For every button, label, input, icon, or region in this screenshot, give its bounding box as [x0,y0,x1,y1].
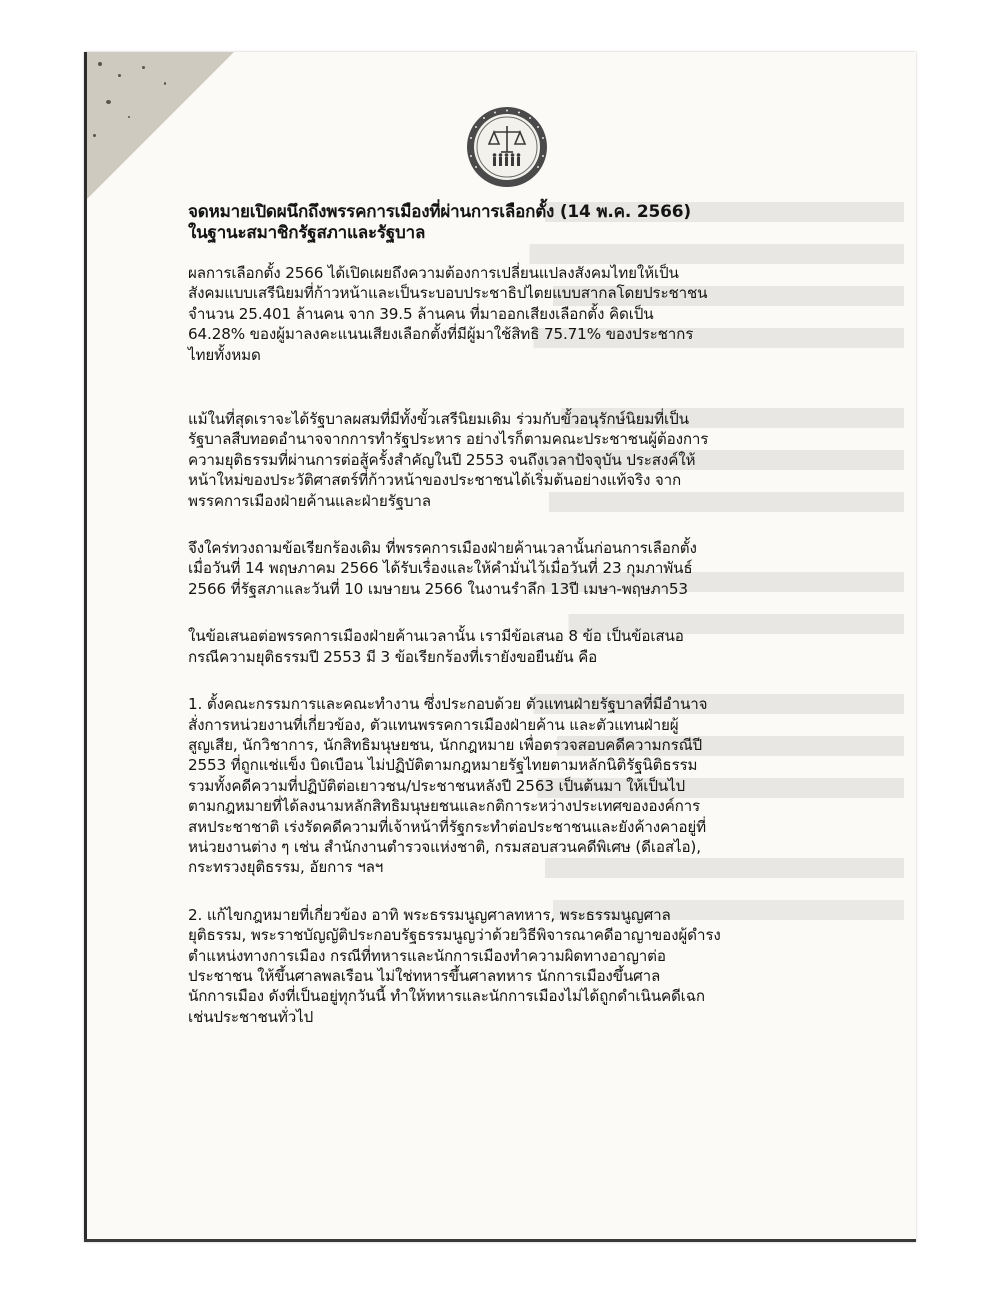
text-line: 2553 ที่ถูกแช่แข็ง บิดเบือน ไม่ปฏิบัติตามกฎหมายรัฐไทยตามหลักนิติรัฐนิติธรรม [188,756,698,775]
text-line: ไทยทั้งหมด [188,345,261,364]
text-line: นักการเมือง ดังที่เป็นอยู่ทุกวันนี้ ทำให้ทหารและนักการเมืองไม่ได้ถูกดำเนินคดีเฉก [188,987,705,1006]
demand-item-2 [188,905,828,1027]
paragraph-proposals-intro [188,626,828,667]
paragraph-demand-follow-up [188,538,828,599]
paragraph-coalition-government [188,409,828,511]
text-line: ตำแหน่งทางการเมือง กรณีที่ทหารและนักการเมืองทำความผิดทางอาญาต่อ [188,946,666,965]
text-line: สหประชาชาติ เร่งรัดคดีความที่เจ้าหน้าที่รัฐกระทำต่อประชาชนและยังค้างคาอยู่ที่ [188,817,706,836]
text-line: กรณีความยุติธรรมปี 2553 มี 3 ข้อเรียกร้องที่เรายังขอยืนยัน คือ [188,647,598,666]
text-line: 2. แก้ไขกฎหมายที่เกี่ยวข้อง อาทิ พระธรรมนูญศาลทหาร, พระธรรมนูญศาล [188,905,671,924]
text-line: 64.28% ของผู้มาลงคะแนนเสียงเลือกตั้งที่มีผู้มาใช้สิทธิ 75.71% ของประชากร [188,325,694,344]
text-line: สูญเสีย, นักวิชาการ, นักสิทธิมนุษยชน, นักกฎหมาย เพื่อตรวจสอบคดีความกรณีปี [188,735,703,754]
text-line: ตามกฎหมายที่ได้ลงนามหลักสิทธิมนุษยชนและกติการะหว่างประเทศขององค์การ [188,797,701,816]
corner-speckle [93,134,96,137]
text-line: กระทรวงยุติธรรม, อัยการ ฯลฯ [188,858,384,877]
document-title-line-1: จดหมายเปิดผนึกถึงพรรคการเมืองที่ผ่านการเลือกตั้ง (14 พ.ค. 2566) [188,202,691,222]
paper-bottom-edge [84,1239,916,1242]
corner-speckle [142,66,145,69]
corner-speckle [98,62,102,66]
text-line: หน่วยงานต่าง ๆ เช่น สำนักงานตำรวจแห่งชาติ, กรมสอบสวนคดีพิเศษ (ดีเอสไอ), [188,837,701,856]
text-line: ความยุติธรรมที่ผ่านการต่อสู้ครั้งสำคัญในปี 2553 จนถึงเวลาปัจจุบัน ประสงค์ให้ [188,450,696,469]
letter-body [188,202,828,1027]
text-line: ประชาชน ให้ขึ้นศาลพลเรือน ไม่ใช่ทหารขึ้นศาลทหาร นักการเมืองขึ้นศาล [188,966,661,985]
text-line: ยุติธรรม, พระราชบัญญัติประกอบรัฐธรรมนูญว่าด้วยวิธีพิจารณาคดีอาญาของผู้ดำรง [188,926,721,945]
text-line: พรรคการเมืองฝ่ายค้านและฝ่ายรัฐบาล [188,491,431,510]
text-line: เมื่อวันที่ 14 พฤษภาคม 2566 ได้รับเรื่องและให้คำมั่นไว้เมื่อวันที่ 23 กุมภาพันธ์ [188,559,693,578]
paper-left-edge [84,52,87,1242]
text-line: แม้ในที่สุดเราจะได้รัฐบาลผสมที่มีทั้งขั้วเสรีนิยมเดิม ร่วมกับขั้วอนุรักษ์นิยมที่เป็น [188,410,689,429]
folded-corner-shadow [84,52,234,202]
text-line: ผลการเลือกตั้ง 2566 ได้เปิดเผยถึงความต้องการเปลี่ยนแปลงสังคมไทยให้เป็น [188,264,679,282]
text-line: ในข้อเสนอต่อพรรคการเมืองฝ่ายค้านเวลานั้น เรามีข้อเสนอ 8 ข้อ เป็นข้อเสนอ [188,627,684,646]
text-line: เช่นประชาชนทั่วไป [188,1007,314,1026]
corner-speckle [128,116,130,118]
text-line: 1. ตั้งคณะกรรมการและคณะทำงาน ซึ่งประกอบด้วย ตัวแทนฝ่ายรัฐบาลที่มีอำนาจ [188,695,708,714]
text-line: สั่งการหน่วยงานที่เกี่ยวข้อง, ตัวแทนพรรคการเมืองฝ่ายค้าน และตัวแทนฝ่ายผู้ [188,715,679,734]
demand-item-1 [188,694,828,878]
text-line: สังคมแบบเสรีนิยมที่ก้าวหน้าและเป็นระบอบประชาธิปไตยแบบสากลโดยประชาชน [188,284,708,303]
paper-sheet [84,52,916,1242]
text-line: 2566 ที่รัฐสภาและวันที่ 10 เมษายน 2566 ในงานรำลึก 13ปี เมษา-พฤษภา53 [188,579,688,598]
text-line: รวมทั้งคดีความที่ปฏิบัติต่อเยาวชน/ประชาชนหลังปี 2563 เป็นต้นมา ให้เป็นไป [188,776,686,795]
text-line: จึงใคร่ทวงถามข้อเรียกร้องเดิม ที่พรรคการเมืองฝ่ายค้านเวลานั้นก่อนการเลือกตั้ง [188,539,697,558]
document-title-line-2: ในฐานะสมาชิกรัฐสภาและรัฐบาล [188,223,426,243]
text-line: รัฐบาลสืบทอดอำนาจจากการทำรัฐประหาร อย่างไรก็ตามคณะประชาชนผู้ต้องการ [188,430,709,449]
corner-speckle [106,100,111,104]
text-line: หน้าใหม่ของประวัติศาสตร์ที่ก้าวหน้าของประชาชนได้เริ่มต้นอย่างแท้จริง จาก [188,471,682,490]
corner-speckle [164,82,166,85]
text-line: จำนวน 25.401 ล้านคน จาก 39.5 ล้านคน ที่มาออกเสียงเลือกตั้ง คิดเป็น [188,304,654,323]
paragraph-election-results [188,263,828,365]
corner-speckle [118,74,121,77]
organization-seal-logo [464,104,550,190]
